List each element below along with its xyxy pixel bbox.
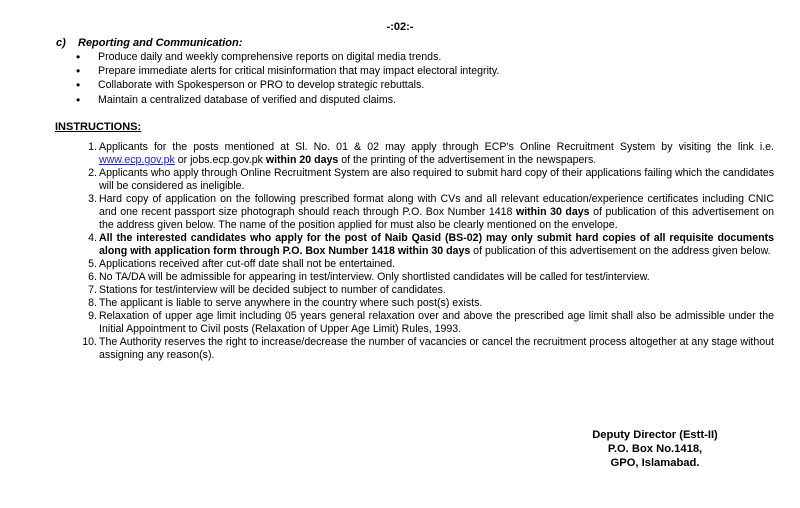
section-bullet-list [76, 50, 499, 107]
instruction-number: 7. [88, 284, 97, 296]
instructions-list [70, 141, 774, 362]
bullet-dot-icon: • [76, 78, 81, 93]
signature-block [560, 428, 750, 470]
signature-po-box: P.O. Box No.1418, [607, 443, 703, 455]
instruction-item [70, 232, 774, 258]
section-letter: c) [56, 37, 66, 49]
instruction-text: The Authority reserves the right to increase/decrease the number of vacancies or cancel the recruitment process altogether at any stage without assigning any reason(s). [99, 336, 774, 361]
bullet-item [76, 50, 499, 64]
instruction-number: 10. [82, 336, 97, 348]
instruction-item [70, 258, 774, 271]
instruction-text [97, 141, 774, 167]
instruction-text: Applicants who apply through Online Recruitment System are also required to submit hard copy of their applications failing which the candidates will be considered as ineligible. [99, 167, 774, 192]
instruction-number: 6. [88, 271, 97, 283]
instruction-item [70, 141, 774, 167]
text-run: of publication of this advertisement on the address given below. [470, 245, 771, 257]
instruction-item [70, 284, 774, 297]
text-run-bold: within 20 days [265, 154, 339, 166]
text-run: Applicants for the posts mentioned at Sl. No. 01 & 02 may apply through ECP’s Online Recruitment System by visiting the link i.e. [99, 141, 774, 153]
instructions-heading: INSTRUCTIONS: [55, 121, 142, 133]
bullet-item [76, 64, 499, 78]
instruction-item [70, 271, 774, 284]
instruction-text [97, 193, 774, 232]
instruction-text: No TA/DA will be admissible for appearing in test/interview. Only shortlisted candidates will be called for test/interview. [99, 271, 650, 283]
text-run-bold: within 30 days [515, 206, 590, 218]
bullet-dot-icon: • [76, 64, 81, 79]
text-run: or jobs.ecp.gov.pk [174, 154, 266, 166]
instruction-number: 2. [88, 167, 97, 179]
bullet-item [76, 78, 499, 92]
ecp-website-link[interactable]: www.ecp.gov.pk [99, 154, 175, 166]
section-heading [56, 37, 242, 50]
bullet-text: Maintain a centralized database of verified and disputed claims. [98, 93, 396, 106]
instruction-number: 5. [88, 258, 97, 270]
instruction-number: 3. [88, 193, 97, 205]
instruction-text [97, 232, 774, 258]
instruction-number: 1. [88, 141, 97, 153]
bullet-item [76, 93, 499, 107]
text-run: Hard copy of application on the following prescribed format along with CVs and all relevant education/experience certificates including CNIC and one recent passport size photograph should reach through P.O. Box Number 1418 [99, 193, 774, 218]
instruction-item [70, 336, 774, 362]
instruction-item [70, 167, 774, 193]
page-number: -:02:- [386, 21, 414, 33]
signature-city: GPO, Islamabad. [610, 457, 700, 469]
instruction-item [70, 193, 774, 232]
instruction-text: Stations for test/interview will be decided subject to number of candidates. [99, 284, 446, 296]
instruction-number: 9. [88, 310, 97, 322]
instruction-item [70, 297, 774, 310]
signature-title: Deputy Director (Estt-II) [592, 429, 718, 441]
bullet-text: Prepare immediate alerts for critical misinformation that may impact electoral integrity. [98, 65, 500, 78]
instruction-text: Relaxation of upper age limit including 05 years general relaxation over and above the prescribed age limit shall also be admissible under the Initial Appointment to Civil posts (Relaxation of Upper Age Limit) Rules, 1993. [99, 310, 774, 335]
instruction-text: Applications received after cut-off date shall not be entertained. [99, 258, 396, 270]
instruction-item [70, 310, 774, 336]
bullet-dot-icon: • [76, 92, 81, 107]
instruction-number: 4. [88, 232, 97, 244]
bullet-text: Produce daily and weekly comprehensive reports on digital media trends. [98, 51, 442, 63]
instruction-text: The applicant is liable to serve anywhere in the country where such post(s) exists. [99, 297, 483, 309]
instruction-number: 8. [88, 297, 97, 309]
bullet-text: Collaborate with Spokesperson or PRO to develop strategic rebuttals. [98, 79, 425, 92]
text-run-bold: All the interested candidates who apply for the post of Naib Qasid (BS-02) may only submit hard copies of all requisite documents along with application form through P.O. Box Number 1418 within 30 days [99, 232, 774, 257]
section-title: Reporting and Communication: [78, 37, 243, 49]
bullet-dot-icon: • [76, 50, 81, 64]
text-run: of publication of this advertisement on the address given below. The name of the position applied for must also be clearly mentioned on the envelope. [99, 206, 774, 231]
text-run: of the printing of the advertisement in the newspapers. [338, 154, 597, 166]
